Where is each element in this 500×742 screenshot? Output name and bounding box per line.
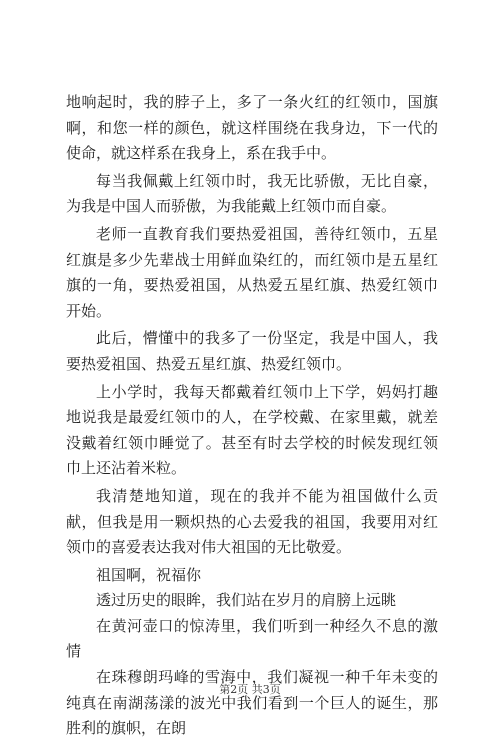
paragraph-3: 老师一直教育我们要热爱祖国，善待红领巾，五星红旗是多少先辈战士用鲜血染红的，而红领巾是五星红旗的一角，要热爱祖国，从热爱五星红旗、热爱红领巾开始。 (66, 224, 438, 320)
page-footer: 第2页 共3页 (219, 683, 281, 696)
paragraph-7: 祖国啊，祝福你 (96, 565, 202, 584)
paragraph-5: 上小学时，我每天都戴着红领巾上下学，妈妈打趣地说我是最爱红领巾的人，在学校戴、在家里戴，就差没戴着红领巾睡觉了。甚至有时去学校的时候发现红领巾上还沾着米粒。 (66, 382, 438, 478)
paragraph-1: 地响起时，我的脖子上，多了一条火红的红领巾，国旗啊，和您一样的颜色，就这样围绕在我身边，下一代的使命，就这样系在我身上，系在我手中。 (66, 93, 438, 163)
paragraph-9: 在黄河壶口的惊涛里，我们听到一种经久不息的激情 (66, 616, 438, 661)
paragraph-10: 在珠穆朗玛峰的雪海中，我们凝视一种千年未变的纯真在南湖荡漾的波光中我们看到一个巨人的诞生，那胜利的旗帜，在朗 (66, 668, 438, 738)
document-body (66, 90, 438, 742)
paragraph-6: 我清楚地知道，现在的我并不能为祖国做什么贡献，但我是用一颗炽热的心去爱我的祖国，我要用对红领巾的喜爱表达我对伟大祖国的无比敬爱。 (66, 486, 438, 557)
paragraph-8: 透过历史的眼眸，我们站在岁月的肩膀上远眺 (96, 591, 397, 610)
paragraph-4: 此后，懵懂中的我多了一份坚定，我是中国人，我要热爱祖国、热爱五星红旗、热爱红领巾。 (66, 329, 438, 373)
paragraph-2: 每当我佩戴上红领巾时，我无比骄傲，无比自豪，为我是中国人而骄傲，为我能戴上红领巾而自豪。 (66, 171, 438, 216)
